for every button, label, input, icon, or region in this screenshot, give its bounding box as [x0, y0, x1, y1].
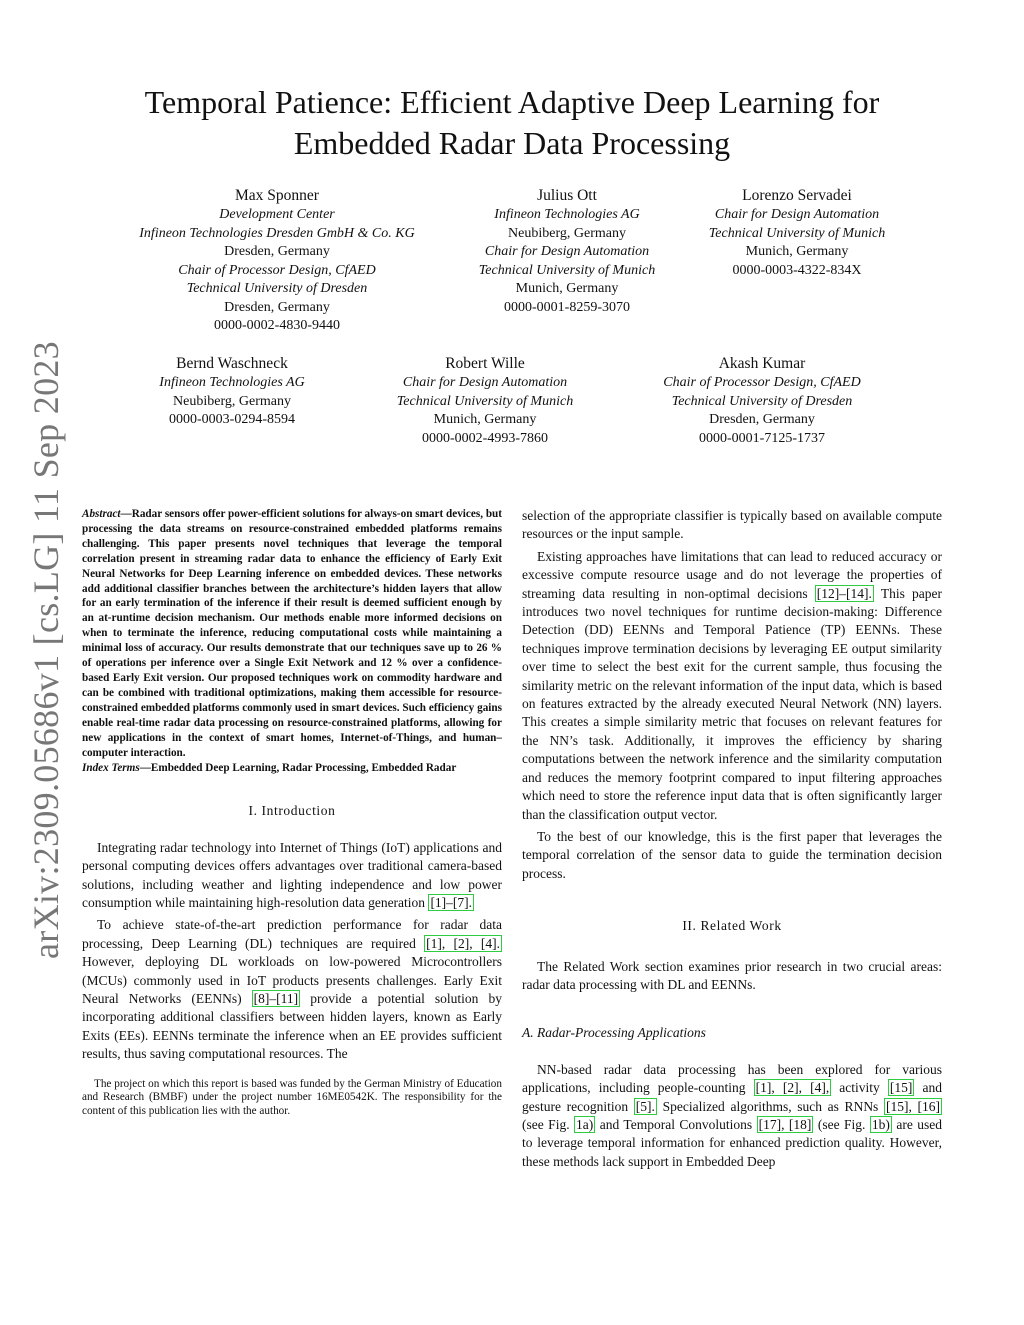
- radar-text-g: (see Fig.: [813, 1116, 870, 1132]
- subsection-heading-radar: A. Radar-Processing Applications: [522, 1025, 706, 1041]
- intro-paragraph-2: [82, 916, 502, 1063]
- author-6: [597, 354, 927, 448]
- author-affiliation-line: 0000-0002-4993-7860: [422, 430, 548, 446]
- citation-link[interactable]: [1], [2], [4],: [755, 1080, 830, 1096]
- citation-link[interactable]: [1], [2], [4].: [426, 935, 500, 951]
- author-affiliation-line: 0000-0003-4322-834X: [732, 262, 862, 278]
- abstract-text: —Radar sensors offer power-efficient solutions for always-on smart devices, but processing the data streams on resource-constrained embedded platforms remains challenging. This paper presents novel techniques that leverage the temporal correlation present in streaming radar data to enhance the efficiency of Early Exit Neural Networks for Deep Learning inference on embedded devices. These networks add additional classifier branches between the architecture’s hidden layers that allow for an early termination of the inference if their result is deemed sufficient enough by an at-runtime decision mechanism. Our methods enable more informed decisions on when to terminate the inference, reducing computational costs while maintaining a minimal loss of accuracy. Our results demonstrate that our techniques save up to 26 % of operations per inference over a Single Exit Network and 12 % over a confidence-based Early Exit version. Our proposed techniques work on commodity hardware and can be combined with traditional optimizations, making them accessible for resource-constrained embedded platforms commonly used in smart devices. Such efficiency gains enable real-time radar data processing on resource-constrained platforms, allowing for new applications in the context of smart homes, Internet-of-Things, and human–computer interaction.: [82, 508, 502, 759]
- author-affiliation-line: Chair of Processor Design, CfAED: [178, 262, 376, 278]
- intro-p2-text-a: To achieve state-of-the-art prediction performance for radar data processing, Deep Learning (DL) techniques are required: [82, 917, 502, 951]
- author-affiliation-line: Chair for Design Automation: [714, 207, 880, 222]
- author-affiliation-line: Dresden, Germany: [224, 244, 330, 259]
- abstract-label: Abstract: [82, 508, 121, 520]
- right-paragraph-2: To the best of our knowledge, this is the first paper that leverages the temporal correlation of the sensor data to guide the termination decision process.: [522, 828, 942, 881]
- author-name: Akash Kumar: [718, 355, 806, 372]
- author-affiliation-line: 0000-0001-7125-1737: [699, 430, 825, 446]
- radar-text-h: are used to leverage temporal information for enhanced prediction quality. However, these methods lack support in Embedded Deep: [522, 1116, 943, 1169]
- citation-link[interactable]: [8]–[11]: [253, 990, 299, 1006]
- funding-footnote: The project on which this report is based was funded by the German Ministry of Education and Research (BMBF) under the project number 16ME0542K. The responsibility for the content of this publication lies with the author.: [82, 1077, 502, 1118]
- right-p1-text-a: Existing approaches have limitations that can lead to reduced accuracy or excessive compute resource usage and do not leverage the properties of streaming data resulting in non-optimal decisions: [522, 548, 942, 601]
- author-affiliation-line: Chair of Processor Design, CfAED: [663, 375, 861, 390]
- intro-p2-text-b: However, deploying DL workloads on low-powered Microcontrollers (MCUs) commonly used in IoT products presents challenges. Early Exit Neural Networks (EENNs): [82, 954, 502, 1006]
- index-terms-text: —Embedded Deep Learning, Radar Processing, Embedded Radar: [139, 762, 457, 775]
- author-affiliation-line: Technical University of Dresden: [671, 393, 853, 409]
- index-terms-label: Index Terms: [82, 762, 140, 775]
- radar-text-e: (see Fig.: [522, 1116, 575, 1132]
- right-p1-text-b: This paper introduces two novel techniques for runtime decision-making: Difference Detection (DD) EENNs and Temporal Patience (TP) EENNs. These techniques improve termination decisions by leveraging EE output similarity over time to select the best exit for the current sample, thus focusing the similarity metric on the relevant information of the input data, which is based on features extracted by the already executed Neural Network (NN) layers. This creates a simple similarity metric that focuses on relevant features for the NN’s task. Additionally, it improves the efficiency by sharing computations between the network inference and the similarity computation and reduces the memory footprint compared to input filtering approaches which need to store the reference input data that is often significantly larger than the classification output vector.: [522, 585, 942, 822]
- author-name: Bernd Waschneck: [176, 355, 288, 372]
- author-affiliation-line: Infineon Technologies Dresden GmbH & Co. KG: [139, 225, 415, 241]
- right-paragraph-1: [522, 548, 942, 824]
- section-heading-related-work: II. Related Work: [682, 918, 782, 934]
- author-name: Lorenzo Servadei: [742, 187, 852, 204]
- author-1: [112, 186, 442, 336]
- author-affiliation-line: Technical University of Dresden: [186, 281, 368, 296]
- figure-link[interactable]: 1b): [871, 1116, 890, 1132]
- author-name: Max Sponner: [235, 187, 319, 204]
- index-terms: [82, 761, 502, 776]
- author-affiliation-line: Neubiberg, Germany: [508, 225, 626, 241]
- right-paragraph-0: selection of the appropriate classifier is typically based on available compute resources or the input sample.: [522, 508, 942, 542]
- author-name: Robert Wille: [445, 355, 525, 372]
- citation-link[interactable]: [15]: [889, 1080, 913, 1096]
- arxiv-id-text: arXiv:2309.05686v1 [cs.LG] 11 Sep 2023: [26, 341, 66, 959]
- citation-link[interactable]: [1]–[7].: [430, 894, 473, 910]
- intro-p1-text: Integrating radar technology into Internet of Things (IoT) applications and personal computing devices offers advantages over traditional camera-based solutions, including weather and lighting independence and low power consumption while maintaining high-resolution data generation: [82, 839, 502, 910]
- author-affiliation-line: Neubiberg, Germany: [173, 393, 291, 409]
- radar-text-f: and Temporal Convolutions: [595, 1116, 757, 1132]
- paper-title: Temporal Patience: Efficient Adaptive Deep Learning for Embedded Radar Data Processing: [144, 84, 880, 161]
- radar-text-d: Specialized algorithms, such as RNNs: [656, 1098, 884, 1114]
- radar-text-b: activity: [831, 1080, 888, 1096]
- radar-text-c: and gesture recognition: [522, 1080, 942, 1114]
- right-column: [522, 507, 942, 1175]
- left-column: [82, 507, 502, 1119]
- radar-paragraph: [522, 1061, 942, 1171]
- intro-p2-text-c: provide a potential solution by incorporating additional classifiers between hidden layers, known as Early Exits (EEs). EENNs terminate the inference when an EE provides sufficient results, thus saving computational resources. The: [82, 990, 502, 1062]
- author-affiliation-line: 0000-0001-8259-3070: [504, 299, 630, 315]
- citation-link[interactable]: [5].: [635, 1098, 655, 1114]
- arxiv-identifier: [26, 341, 66, 959]
- author-affiliation-line: Dresden, Germany: [709, 412, 815, 427]
- citation-link[interactable]: [15], [16]: [885, 1098, 941, 1114]
- author-affiliation-line: Dresden, Germany: [224, 299, 330, 315]
- author-affiliation-line: 0000-0003-0294-8594: [169, 412, 295, 427]
- intro-paragraph-1: [82, 839, 502, 913]
- author-affiliation-line: Technical University of Munich: [396, 393, 574, 409]
- abstract: [82, 507, 502, 760]
- author-name: Julius Ott: [537, 187, 597, 204]
- author-affiliation-line: Munich, Germany: [515, 281, 619, 296]
- author-affiliation-line: Infineon Technologies AG: [159, 375, 305, 390]
- figure-link[interactable]: 1a): [576, 1116, 594, 1132]
- citation-link[interactable]: [12]–[14].: [816, 585, 872, 601]
- author-affiliation-line: Infineon Technologies AG: [494, 207, 640, 222]
- author-affiliation-line: Technical University of Munich: [708, 225, 886, 241]
- author-affiliation-line: Munich, Germany: [745, 244, 849, 259]
- related-work-paragraph: The Related Work section examines prior research in two crucial areas: radar data processing with DL and EENNs.: [522, 958, 942, 992]
- author-affiliation-line: Chair for Design Automation: [484, 244, 650, 259]
- section-heading-introduction: I. Introduction: [248, 803, 336, 819]
- radar-text-a: NN-based radar data processing has been explored for various applications, including people-counting: [522, 1061, 942, 1096]
- author-3: [632, 186, 962, 280]
- citation-link[interactable]: [17], [18]: [758, 1116, 812, 1132]
- author-affiliation-line: Technical University of Munich: [478, 262, 656, 278]
- author-affiliation-line: Munich, Germany: [433, 412, 537, 427]
- author-affiliation-line: 0000-0002-4830-9440: [214, 318, 340, 333]
- author-affiliation-line: Chair for Design Automation: [402, 375, 568, 390]
- author-affiliation-line: Development Center: [219, 207, 335, 222]
